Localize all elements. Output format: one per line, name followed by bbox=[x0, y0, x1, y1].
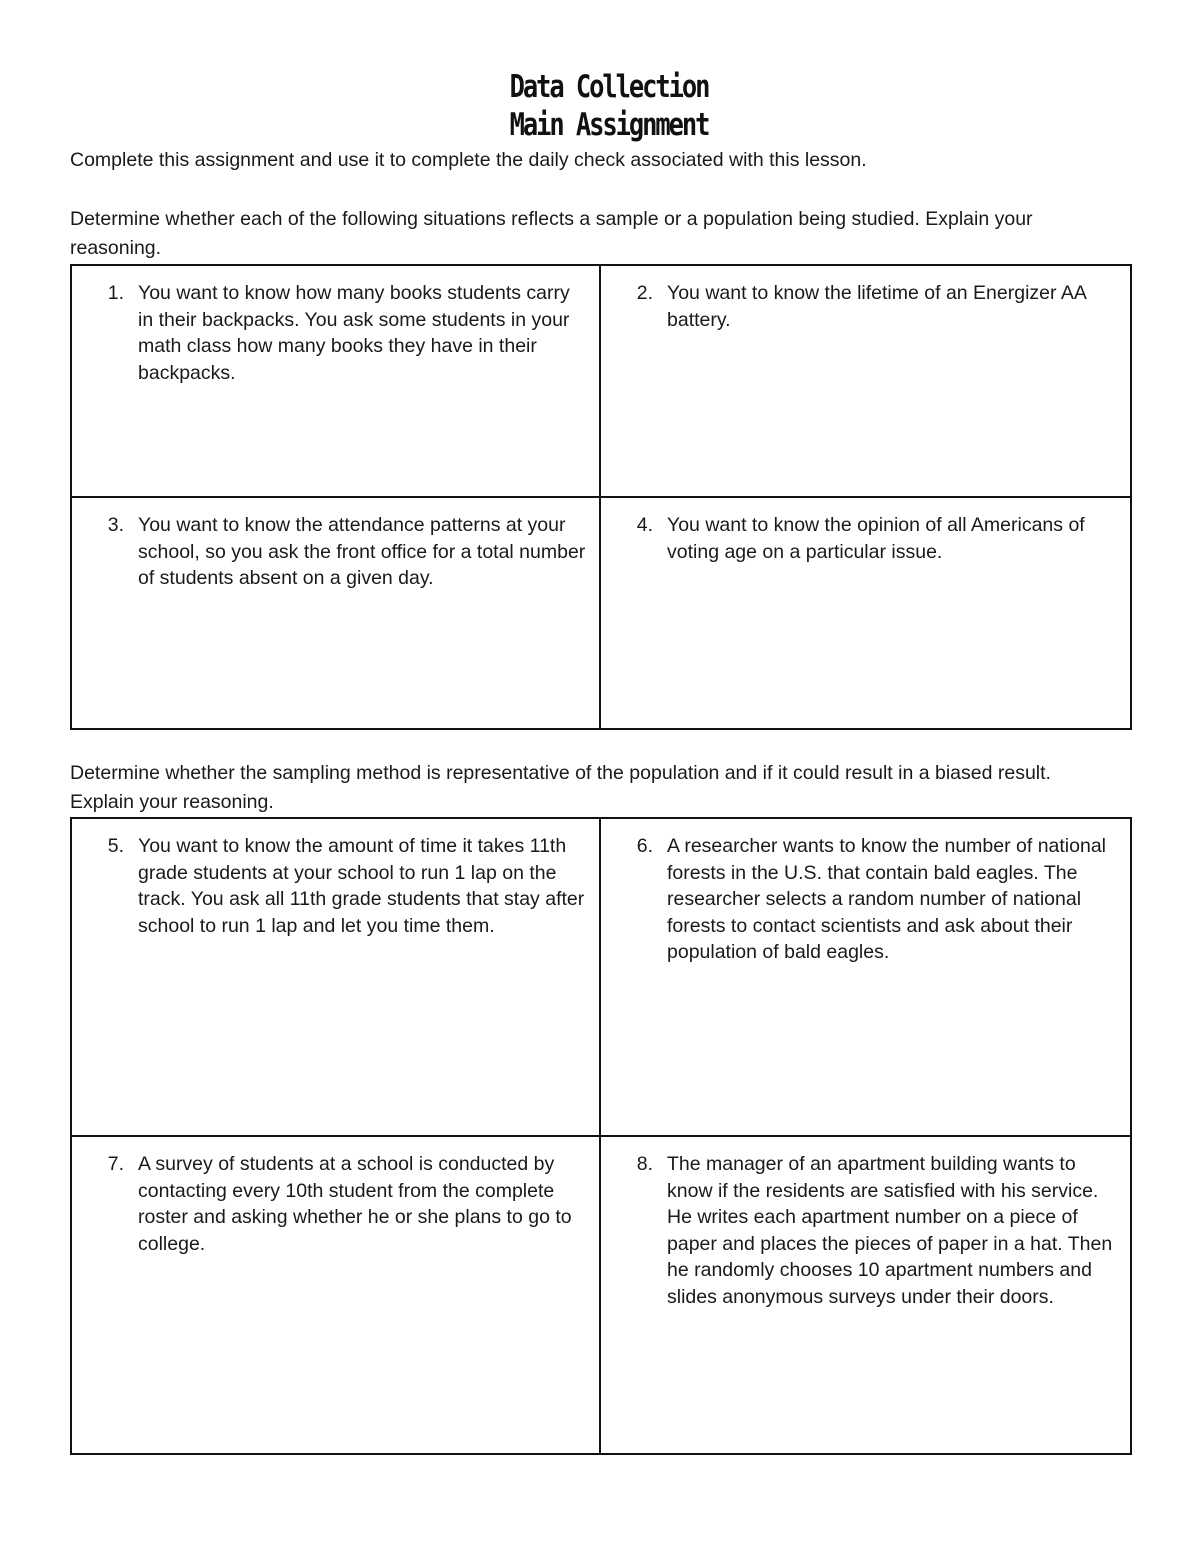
answer-box-2[interactable] bbox=[601, 266, 1130, 498]
question-5 bbox=[72, 833, 589, 939]
answer-box-1[interactable] bbox=[72, 266, 601, 498]
question-4 bbox=[601, 512, 1120, 565]
question-8 bbox=[601, 1151, 1120, 1311]
answer-box-8[interactable] bbox=[601, 1137, 1130, 1453]
question-text: You want to know the amount of time it takes 11th grade students at your school to run 1 lap on the track. You ask all 11th grade students that stay after school to run 1 lap and let you time them. bbox=[138, 835, 585, 937]
question-7 bbox=[72, 1151, 589, 1257]
title-block bbox=[0, 68, 1200, 144]
answer-box-4[interactable] bbox=[601, 498, 1130, 728]
question-number: 1. bbox=[107, 282, 124, 304]
question-1 bbox=[72, 280, 589, 386]
intro-text: Complete this assignment and use it to complete the daily check associated with this lesson. bbox=[70, 149, 867, 171]
question-text: You want to know the attendance patterns at your school, so you ask the front office for a total number of students absent on a given day. bbox=[138, 514, 586, 590]
section2-instruction: Determine whether the sampling method is representative of the population and if it could result in a biased result. Explain your reasoning. bbox=[70, 762, 1051, 813]
question-text: A survey of students at a school is conducted by contacting every 10th student from the complete roster and asking whether he or she plans to go to college. bbox=[138, 1153, 572, 1255]
question-text: The manager of an apartment building wants to know if the residents are satisfied with his service. He writes each apartment number on a piece of paper and places the pieces of paper in a hat. Then he randomly chooses 10 apartment numbers and slides anonymous surveys under their doors. bbox=[667, 1153, 1113, 1308]
answer-box-7[interactable] bbox=[72, 1137, 601, 1453]
answer-box-6[interactable] bbox=[601, 819, 1130, 1137]
question-number: 8. bbox=[636, 1153, 653, 1175]
section1-instruction: Determine whether each of the following situations reflects a sample or a population being studied. Explain your reasoning. bbox=[70, 208, 1033, 259]
question-6 bbox=[601, 833, 1120, 966]
question-text: You want to know how many books students carry in their backpacks. You ask some students in your math class how many books they have in their backpacks. bbox=[138, 282, 570, 384]
answer-box-5[interactable] bbox=[72, 819, 601, 1137]
question-3 bbox=[72, 512, 589, 592]
question-number: 6. bbox=[636, 835, 653, 857]
question-number: 4. bbox=[636, 514, 653, 536]
question-number: 2. bbox=[636, 282, 653, 304]
question-number: 7. bbox=[107, 1153, 124, 1175]
page-title: Data Collection bbox=[509, 69, 709, 105]
page-subtitle: Main Assignment bbox=[509, 107, 709, 143]
answer-box-3[interactable] bbox=[72, 498, 601, 728]
question-number: 5. bbox=[107, 835, 124, 857]
section1-answer-grid bbox=[70, 264, 1132, 730]
question-2 bbox=[601, 280, 1120, 333]
question-text: You want to know the lifetime of an Energizer AA battery. bbox=[667, 282, 1086, 331]
question-text: A researcher wants to know the number of national forests in the U.S. that contain bald eagles. The researcher selects a random number of national forests to contact scientists and ask about their population of bald eagles. bbox=[667, 835, 1106, 964]
question-number: 3. bbox=[107, 514, 124, 536]
section2-answer-grid bbox=[70, 817, 1132, 1455]
question-text: You want to know the opinion of all Americans of voting age on a particular issue. bbox=[667, 514, 1085, 563]
